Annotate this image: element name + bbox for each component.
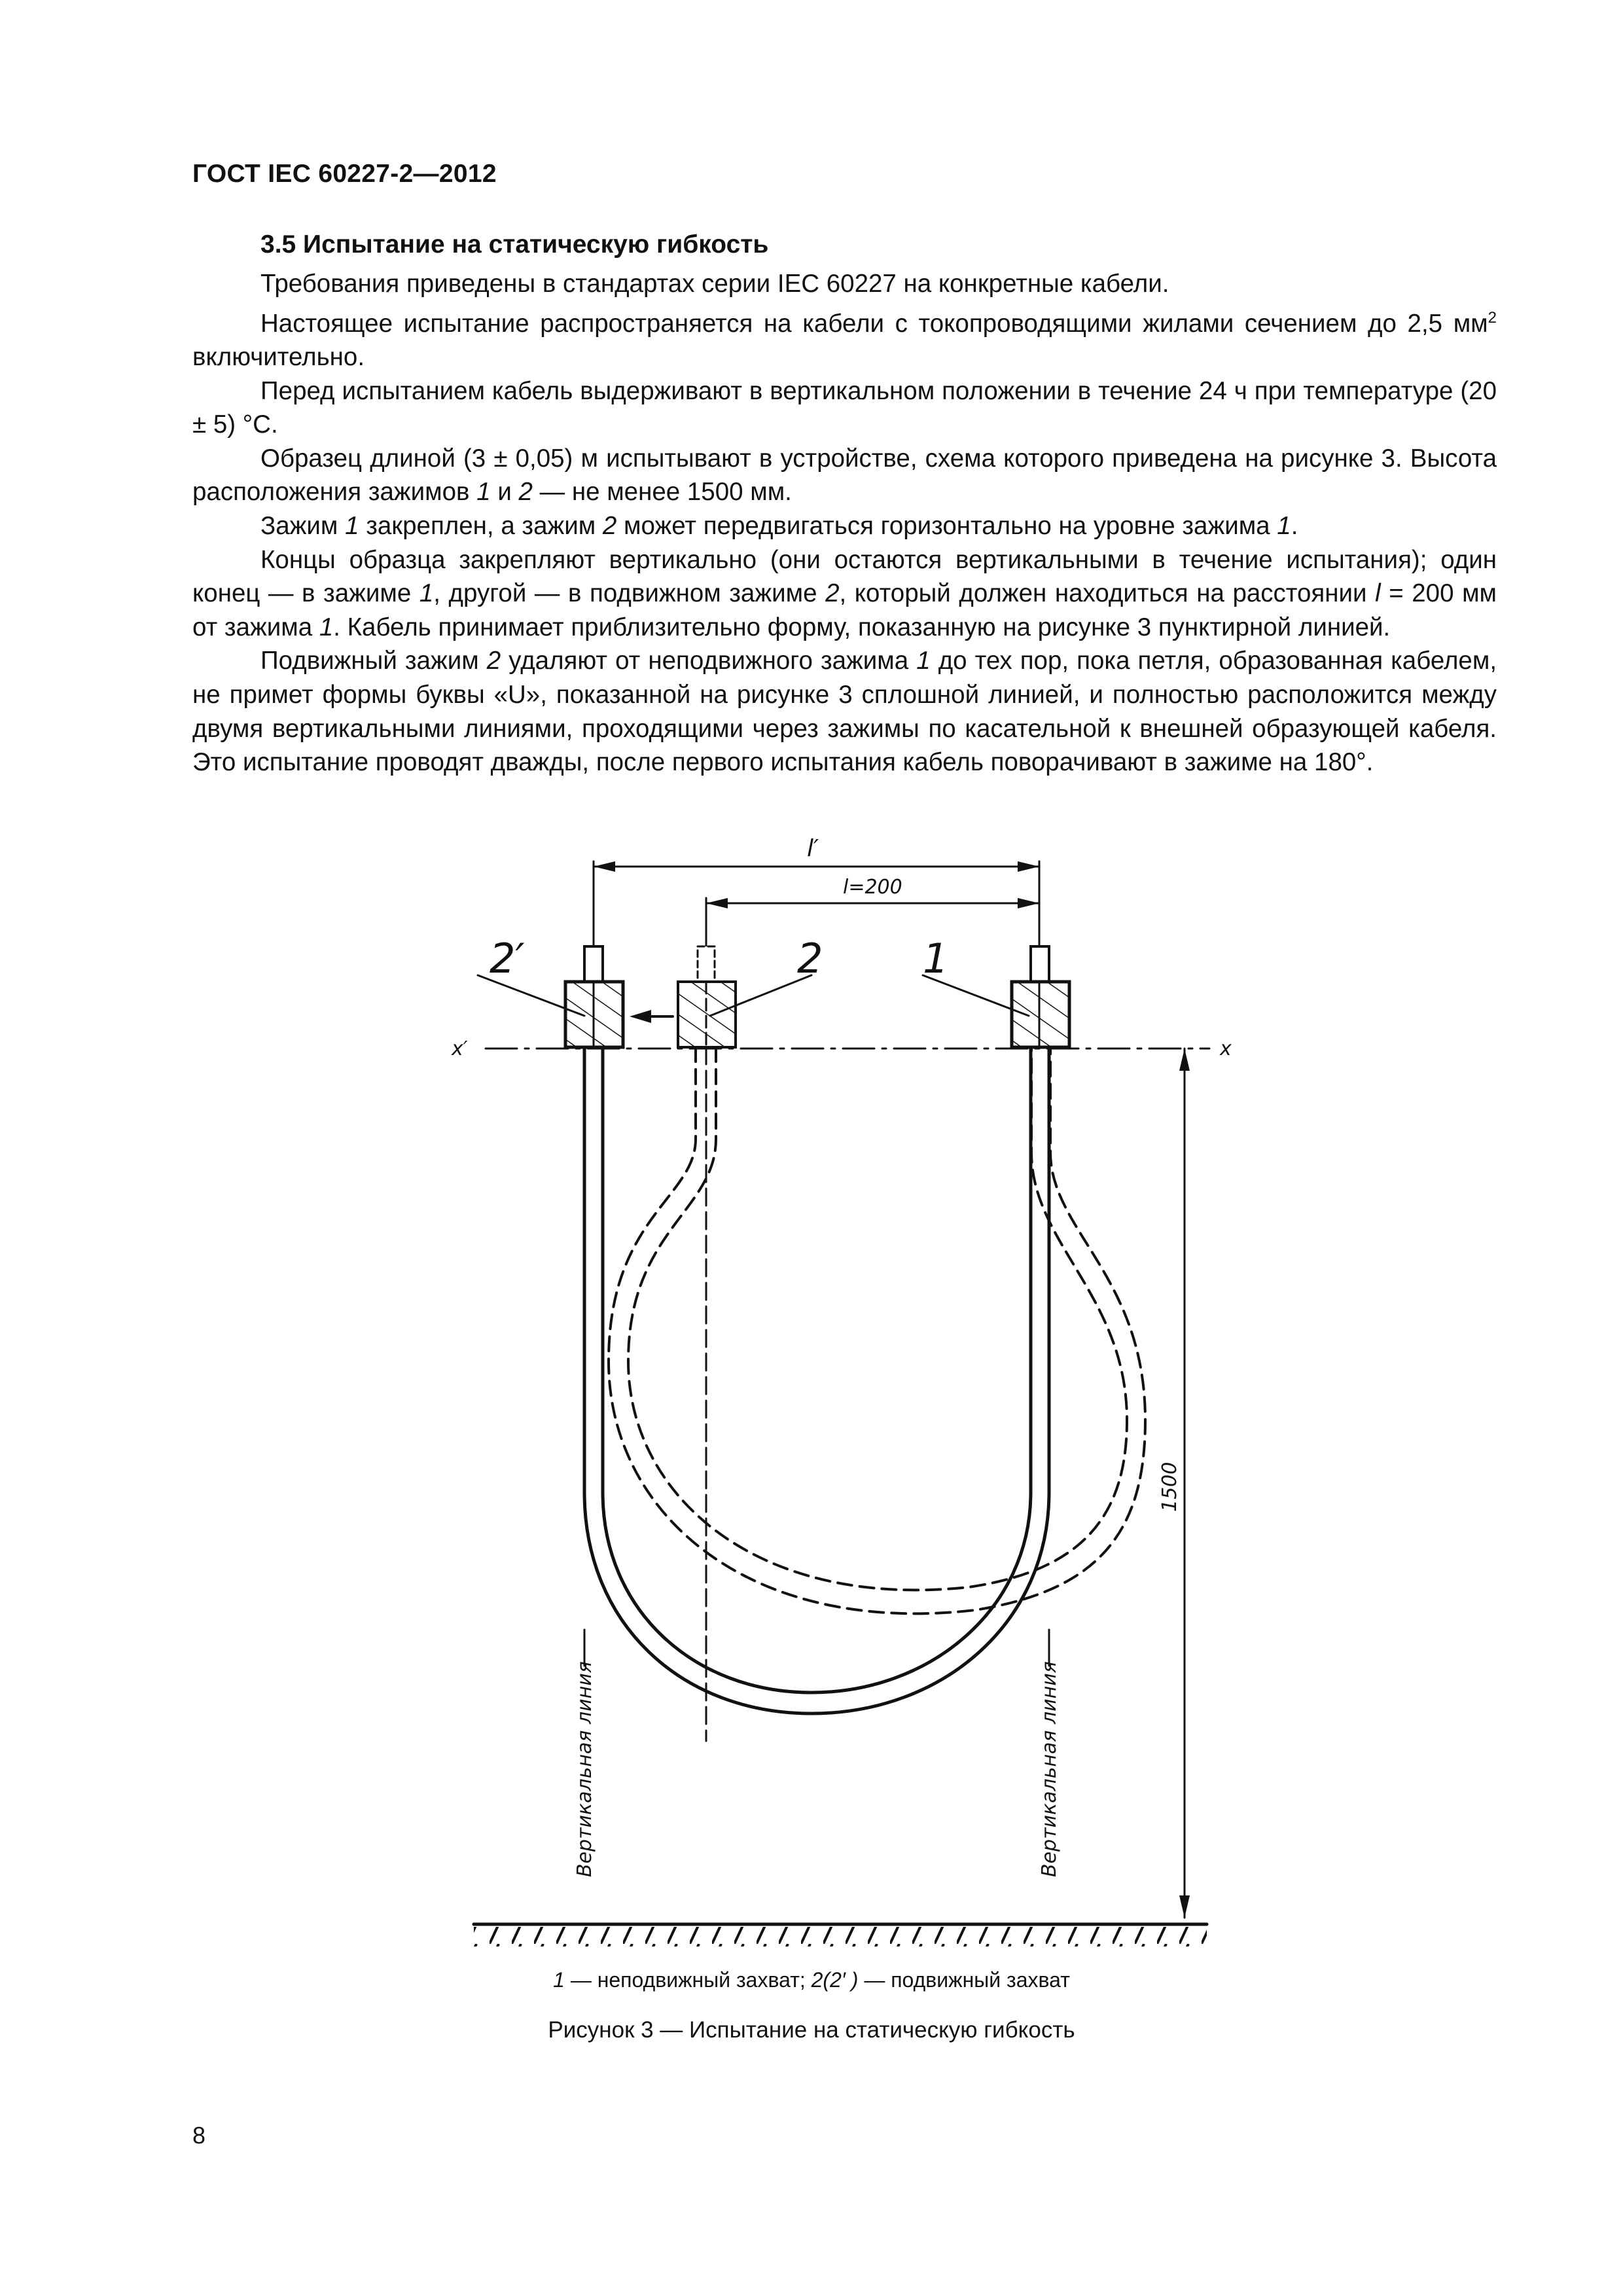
paragraph: Требования приведены в стандартах серии IEC 60227 на конкретные кабели. xyxy=(260,270,1169,298)
page-number: 8 xyxy=(192,2122,206,2149)
figure-caption: Рисунок 3 — Испытание на статическую гибкость xyxy=(548,2017,1075,2043)
section-title: 3.5 Испытание на статическую гибкость xyxy=(260,230,769,259)
label-2: 2 xyxy=(797,935,823,982)
arrowhead xyxy=(1018,861,1039,872)
label-l-200: l=200 xyxy=(843,876,902,899)
document-header: ГОСТ IEC 60227-2—2012 xyxy=(192,160,497,188)
vertical-line-label-left: Вертикальная линия xyxy=(573,1661,596,1877)
clamp-1-stub xyxy=(1031,946,1049,982)
label-x-prime: x′ xyxy=(452,1037,468,1060)
paragraph: Зажим 1 закреплен, а зажим 2 может передвигаться горизонтально на уровне зажима 1. xyxy=(260,511,1298,540)
arrowhead xyxy=(706,898,728,908)
label-1: 1 xyxy=(923,935,949,982)
paragraph: Перед испытанием кабель выдерживают в вертикальном положении в течение 24 ч при температуре (20 ± 5) °С. xyxy=(192,376,1497,439)
paragraph: Образец длиной (3 ± 0,05) м испытывают в устройстве, схема которого приведена на рисунке 3. Высота расположения зажимов 1 и 2 — не менее 1500 мм. xyxy=(192,444,1497,507)
cable-u-inner xyxy=(603,1047,1031,1693)
paragraph: Настоящее испытание распространяется на кабели с токопроводящими жилами сечением до 2,5 $мм^2$ включительно. xyxy=(192,308,1497,372)
arrowhead xyxy=(630,1010,651,1023)
figure-legend: 1 — неподвижный захват; 2(2′ ) — подвижный захват xyxy=(553,1968,1070,1992)
vertical-line-label-right: Вертикальная линия xyxy=(1038,1661,1061,1877)
arrowhead xyxy=(1179,1895,1190,1918)
paragraph: Концы образца закрепляют вертикально (они остаются вертикальными в течение испытания); один конец — в зажиме 1, другой — в подвижном зажиме 2, который должен находиться на расстоянии l = 200 мм от зажима 1. Кабель принимает приблизительно форму, показанную на рисунке 3 пунктирной линией. xyxy=(192,545,1497,641)
paragraph: Подвижный зажим 2 удаляют от неподвижного зажима 1 до тех пор, пока петля, образованная кабелем, не примет формы буквы «U», показанной на рисунке 3 сплошной линией, и полностью расположится между двумя вертикальными линиями, проходящими через зажимы по касательной к внешней образующей кабеля. Это испытание проводят дважды, после первого испытания кабель поворачивают в зажиме на 180°. xyxy=(192,647,1497,777)
label-x: x xyxy=(1220,1037,1232,1060)
clamp-2-stub xyxy=(698,946,715,982)
label-l-prime: l′ xyxy=(807,835,819,862)
cable-loop-inner xyxy=(628,1047,1127,1590)
ground-hatch xyxy=(474,1927,1207,1946)
clamp-1 xyxy=(1012,982,1069,1047)
label-2-prime: 2′ xyxy=(490,935,525,982)
label-1500: 1500 xyxy=(1158,1462,1181,1512)
clamp-2-prime-stub xyxy=(584,946,603,982)
arrowhead xyxy=(1018,898,1039,908)
cable-u-outer xyxy=(584,1047,1049,1713)
arrowhead xyxy=(594,861,615,872)
arrowhead xyxy=(1179,1049,1190,1071)
cable-loop-outer xyxy=(609,1047,1145,1613)
